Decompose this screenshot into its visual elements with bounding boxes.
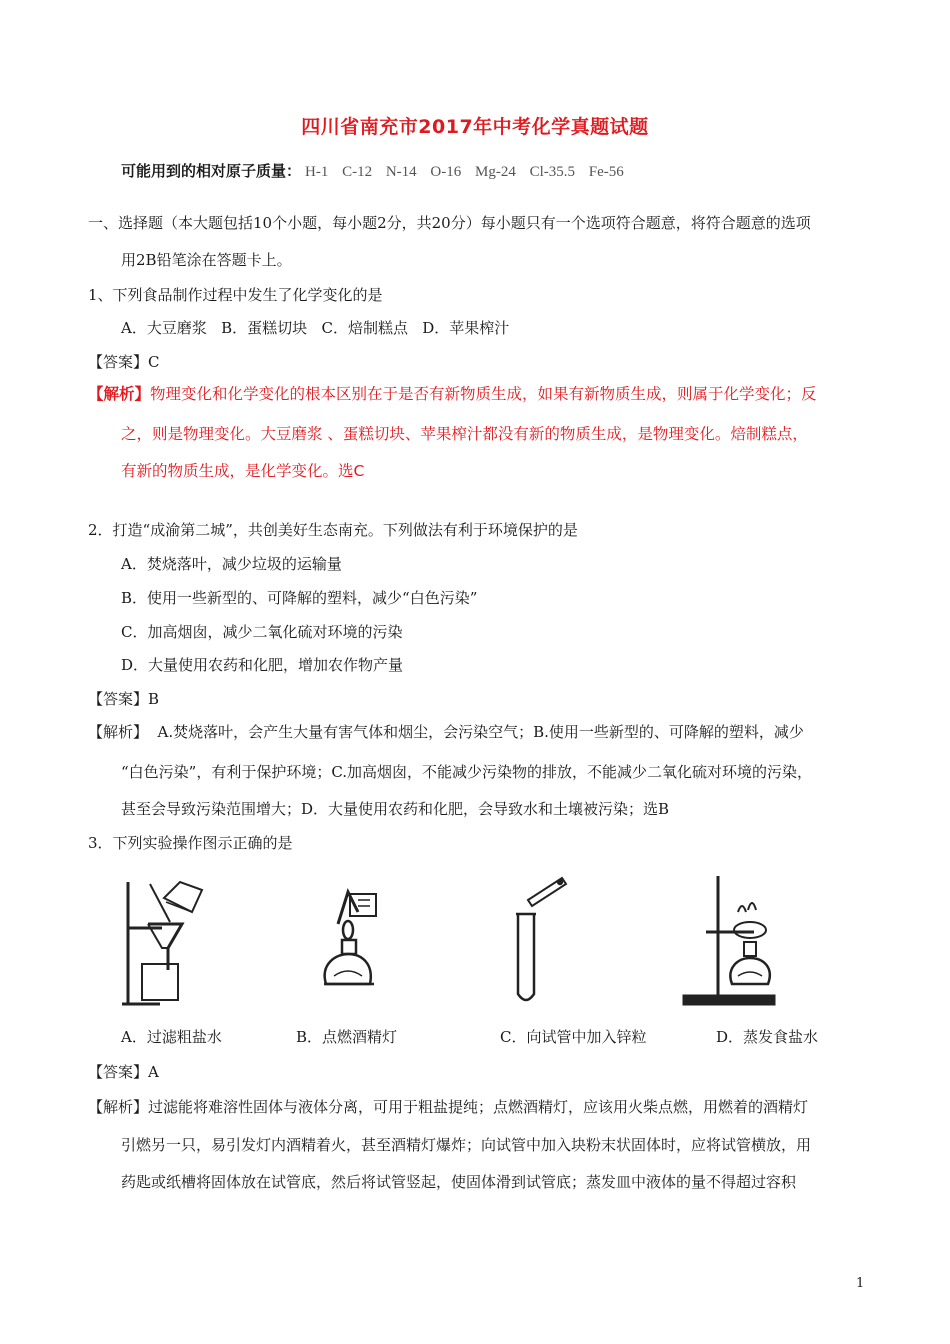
q1-stem: 1、下列食品制作过程中发生了化学变化的是 bbox=[88, 286, 383, 304]
q3-analysis-line2: 引燃另一只，易引发灯内酒精着火，甚至酒精灯爆炸；向试管中加入块粉末状固体时，应将试管横放，用 bbox=[121, 1136, 812, 1154]
q3-caption-d: D．蒸发食盐水 bbox=[716, 1028, 819, 1046]
page-number: 1 bbox=[856, 1276, 865, 1291]
q2-option-c: C．加高烟囱，减少二氧化硫对环境的污染 bbox=[121, 623, 403, 641]
q3-caption-c: C．向试管中加入锌粒 bbox=[500, 1028, 647, 1046]
q3-analysis-line3: 药匙或纸槽将固体放在试管底，然后将试管竖起，使固体滑到试管底；蒸发皿中液体的量不得超过容积 bbox=[121, 1173, 797, 1191]
q2-option-a: A．焚烧落叶，减少垃圾的运输量 bbox=[121, 555, 342, 573]
q2-stem: 2．打造“成渝第二城”，共创美好生态南充。下列做法有利于环境保护的是 bbox=[88, 521, 578, 539]
q2-option-b: B．使用一些新型的、可降解的塑料，减少“白色污染” bbox=[121, 589, 478, 607]
q1-analysis-line3: 有新的物质生成，是化学变化。选C bbox=[121, 462, 365, 480]
q1-answer: 【答案】C bbox=[88, 353, 160, 371]
q1-analysis-line2: 之，则是物理变化。大豆磨浆 、蛋糕切块、苹果榨汁都没有新的物质生成，是物理变化。焙制糕点， bbox=[121, 425, 808, 443]
atomic-mass-label: 可能用到的相对原子质量： bbox=[121, 162, 302, 180]
atomic-mass-line bbox=[121, 160, 624, 181]
section1-line2: 用2B铅笔涂在答题卡上。 bbox=[121, 251, 292, 269]
alcohol-lamp-figure bbox=[318, 872, 408, 1012]
q1-analysis-text1: 物理变化和化学变化的根本区别在于是否有新物质生成，如果有新物质生成，则属于化学变化；反 bbox=[150, 385, 817, 403]
q1-options: A．大豆磨浆 B．蛋糕切块 C．焙制糕点 D．苹果榨汁 bbox=[121, 319, 510, 337]
q3-stem: 3．下列实验操作图示正确的是 bbox=[88, 834, 293, 852]
q2-analysis-line2: “白色污染”，有利于保护环境；C.加高烟囱，不能减少污染物的排放，不能减少二氧化硫对环境的污染， bbox=[121, 763, 813, 781]
q3-caption-a: A．过滤粗盐水 bbox=[121, 1028, 222, 1046]
q2-option-d: D．大量使用农药和化肥，增加农作物产量 bbox=[121, 656, 404, 674]
q1-analysis-tag: 【解析】 bbox=[88, 385, 151, 403]
q1-analysis-line1 bbox=[88, 384, 817, 404]
section1-line1: 一、选择题（本大题包括10个小题，每小题2分，共20分）每小题只有一个选项符合题意，将符合题意的选项 bbox=[88, 214, 811, 232]
filtration-figure bbox=[120, 872, 220, 1012]
atomic-mass-values: H-1 C-12 N-14 O-16 Mg-24 Cl-35.5 Fe-56 bbox=[305, 164, 624, 180]
q3-analysis-line1: 【解析】过滤能将难溶性固体与液体分离，可用于粗盐提纯；点燃酒精灯，应该用火柴点燃，用燃着的酒精灯 bbox=[88, 1098, 809, 1116]
q3-caption-b: B．点燃酒精灯 bbox=[296, 1028, 398, 1046]
q2-analysis-line1: 【解析】 A.焚烧落叶，会产生大量有害气体和烟尘，会污染空气；B.使用一些新型的、可降解的塑料，减少 bbox=[88, 723, 804, 741]
q2-answer: 【答案】B bbox=[88, 690, 160, 708]
q3-answer: 【答案】A bbox=[88, 1063, 159, 1081]
q3-figures bbox=[120, 872, 820, 1012]
q2-analysis-line3: 甚至会导致污染范围增大；D．大量使用农药和化肥，会导致水和土壤被污染；选B bbox=[121, 800, 670, 818]
page-title: 四川省南充市2017年中考化学真题试题 bbox=[301, 116, 649, 138]
test-tube-figure bbox=[510, 872, 600, 1012]
evaporation-figure bbox=[678, 872, 788, 1012]
